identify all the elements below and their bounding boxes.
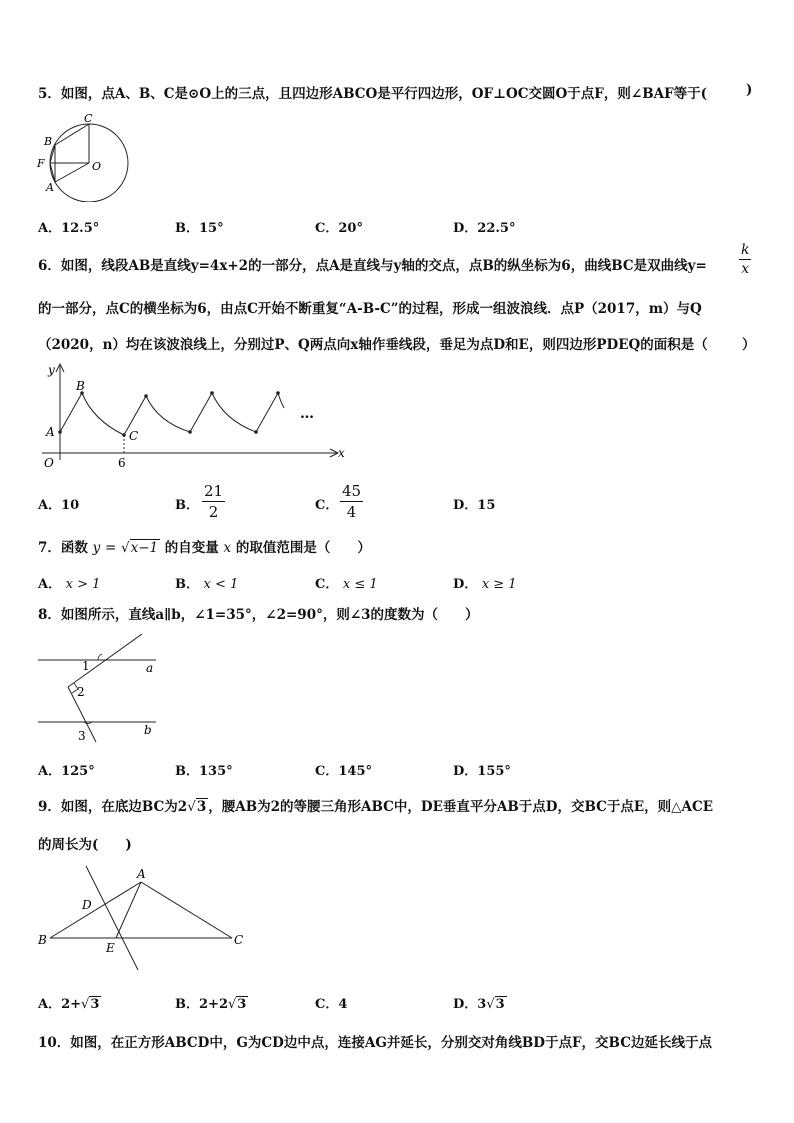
q7-func-lhs: y [92,540,101,556]
q8-label-2: 2 [77,685,85,699]
q6-option-d-label: D． [453,498,478,513]
q6-line3: （2020，n）均在该波浪线上，分别过P、Q两点向x轴作垂线段，垂足为点D和E，则四边形PDEQ的面积是（ [38,337,708,353]
q9-option-c-label: C． [315,997,339,1012]
q6-option-b-label: B． [175,498,199,513]
q5-option-c-value: 20° [338,221,363,236]
q5-label-f: F [37,157,45,170]
q7-option-a-value: x > 1 [65,577,101,592]
q8-option-a-value: 125° [61,764,95,779]
q5-option-b-label: B． [175,221,199,236]
q6-option-c-fraction [340,482,363,521]
q6-option-a-value: 10 [61,498,80,513]
q8-label-1: 1 [82,659,90,673]
q9-line1-rad: 3 [196,799,207,815]
q6-label-dots: … [300,406,314,422]
q6-line1: 6．如图，线段AB是直线y=4x+2的一部分，点A是直线与y轴的交点，点B的纵坐标为6，曲线BC是双曲线y= [38,258,707,274]
q8-stem: 8．如图所示，直线a∥b，∠1=35°，∠2=90°，则∠3的度数为（ ） [38,607,479,623]
q7-pre: 7．函数 [38,540,88,556]
q5-option-a[interactable] [38,217,99,236]
q9-label-a: A [137,867,146,881]
q9-label-e: E [106,941,115,955]
q5-option-a-label: A． [38,221,62,236]
q6-option-c-label: C． [315,498,339,513]
q7-option-b[interactable] [175,573,238,592]
q5-label-c: C [84,112,93,125]
q6-point-peak-4 [276,391,280,395]
q6-frac-bar [739,259,751,260]
q10-stem: 10．如图，在正方形ABCD中，G为CD边中点，连接AG并延长，分别交对角线BD于点F，交BC边延长线于点 [38,1035,712,1051]
q9-label-b: B [38,933,47,947]
q7-option-d-value: x ≥ 1 [481,577,517,592]
q6-label-b: B [76,379,85,393]
q7-option-a[interactable] [38,573,100,592]
q6-option-c-bar [340,501,363,502]
q7-option-c[interactable] [315,573,378,592]
q8-option-b-value: 135° [199,764,233,779]
q8-option-b-label: B． [175,764,199,779]
q9-line1-post: ，腰AB为2的等腰三角形ABC中，DE垂直平分AB于点D，交BC于点E，则△ACE [208,799,714,815]
q9-option-d[interactable]: D．3√3 [453,997,505,1012]
q9-label-c: C [234,933,244,947]
q5-option-c-label: C． [315,221,339,236]
q6-point-peak-2 [144,394,148,398]
q8-label-b: b [144,723,152,737]
q6-point-c [122,433,126,437]
q9-option-d-rad: 3 [495,997,505,1012]
q5-option-c[interactable] [315,217,363,236]
q6-label-o: O [44,456,54,470]
q6-option-b-fraction [202,482,225,521]
q5-label-b: B [44,135,53,148]
q9-option-a-rad: 3 [90,997,100,1012]
q9-option-b[interactable]: B．2+2√3 [175,997,247,1012]
q7-post: 的自变量 [164,540,219,556]
q6-label-six: 6 [118,456,126,470]
q6-point-peak-3 [210,391,214,395]
q9-option-c-value: 4 [338,997,348,1012]
q6-point-trough-2 [188,430,192,434]
q6-label-c: C [129,429,139,443]
q8-option-a-label: A． [38,764,62,779]
q9-segment-ae [116,882,141,938]
q9-label-d: D [82,898,92,912]
q5-circle-figure [34,112,134,202]
q7-option-a-label: A． [38,577,62,592]
q6-option-c-num: 45 [342,482,362,500]
q6-label-y: y [48,363,55,377]
q7-option-b-label: B． [175,577,199,592]
q6-frac-num: k [741,242,750,258]
q6-hyperbola-fraction [739,242,751,277]
q7-option-c-value: x ≤ 1 [342,577,378,592]
q5-stem: 5．如图，点A、B、C是⊙O上的三点，且四边形ABCO是平行四边形，OF⊥OC交圆O于点F，则∠BAF等于( [38,86,708,102]
q6-line2: 的一部分，点C的横坐标为6，由点C开始不断重复“A-B-C”的过程，形成一组波浪线．点P（2017，m）与Q [38,301,702,317]
q5-option-a-value: 12.5° [61,221,100,236]
q7-option-c-label: C． [315,577,339,592]
q6-option-d[interactable] [453,494,495,513]
q5-option-d-label: D． [453,221,478,236]
q9-option-b-rad: 3 [237,997,247,1012]
q9-line2: 的周长为( ) [38,837,132,853]
q6-option-c[interactable] [315,494,338,513]
q8-option-d-label: D． [453,764,478,779]
q9-option-c[interactable] [315,993,347,1012]
q8-option-d-value: 155° [477,764,511,779]
q6-label-a: A [46,425,55,439]
q8-option-c-value: 145° [338,764,372,779]
q9-triangle-figure [38,862,244,974]
q9-side-ac [141,882,232,938]
q9-option-b-pre: 2+2 [199,997,228,1012]
q5-option-d-value: 22.5° [477,221,516,236]
q6-option-c-den: 4 [346,503,357,521]
q8-label-a: a [146,661,154,675]
q8-option-b[interactable] [175,760,233,779]
q9-option-a[interactable]: A．2+√3 [38,997,100,1012]
q8-parallel-lines-figure [34,630,164,745]
q6-wave-path [60,393,284,435]
q8-angle-1-arc [98,654,102,660]
q9-option-a-pre: 2+ [61,997,82,1012]
q8-label-3: 3 [78,729,86,743]
q5-paren-close: ) [746,82,753,98]
q6-point-a [58,430,62,434]
q6-wave-figure [38,360,348,470]
q9-option-a-label: A． [38,997,62,1012]
q6-option-d-value: 15 [477,498,496,513]
q7-stem: 7．函数 y = √x−1 的自变量 x 的取值范围是（ ） [38,540,371,556]
q5-label-a: A [46,181,54,194]
q9-line1: 9．如图，在底边BC为2√3 ，腰AB为2的等腰三角形ABC中，DE垂直平分AB于点D，交BC于点E，则△ACE [38,799,714,815]
q7-func-rad: x−1 [130,540,159,556]
q6-option-b[interactable] [175,494,199,513]
q9-side-ba [50,882,141,938]
q7-option-d[interactable] [453,573,517,592]
q8-option-c-label: C． [315,764,339,779]
q5-option-d[interactable] [453,217,515,236]
q7-var: x [223,540,232,556]
q6-option-a-label: A． [38,498,62,513]
q8-option-c[interactable] [315,760,372,779]
q9-option-b-label: B． [175,997,199,1012]
q7-func-eq: = [104,540,117,556]
q7-post2: 的取值范围是（ ） [235,540,371,556]
q6-option-b-den: 2 [208,503,219,521]
q7-option-d-label: D． [453,577,478,592]
q6-option-b-bar [202,501,225,502]
q6-frac-den: x [741,261,750,277]
q6-option-b-num: 21 [204,482,224,500]
q6-paren-close: ） [742,337,756,353]
q9-option-d-pre: 3 [477,997,487,1012]
q5-label-o: O [92,160,102,173]
q5-option-b-value: 15° [199,221,224,236]
q5-segment-ao [55,163,89,182]
q6-point-trough-3 [254,430,258,434]
q6-option-a[interactable] [38,494,79,513]
q7-option-b-value: x < 1 [203,577,239,592]
q8-option-a[interactable] [38,760,95,779]
q9-line1-pre: 9．如图，在底边BC为2 [38,799,188,815]
q5-option-b[interactable] [175,217,224,236]
q6-label-x: x [338,446,345,460]
q8-option-d[interactable] [453,760,511,779]
q5-segment-bc [55,124,89,145]
q9-option-d-label: D． [453,997,478,1012]
